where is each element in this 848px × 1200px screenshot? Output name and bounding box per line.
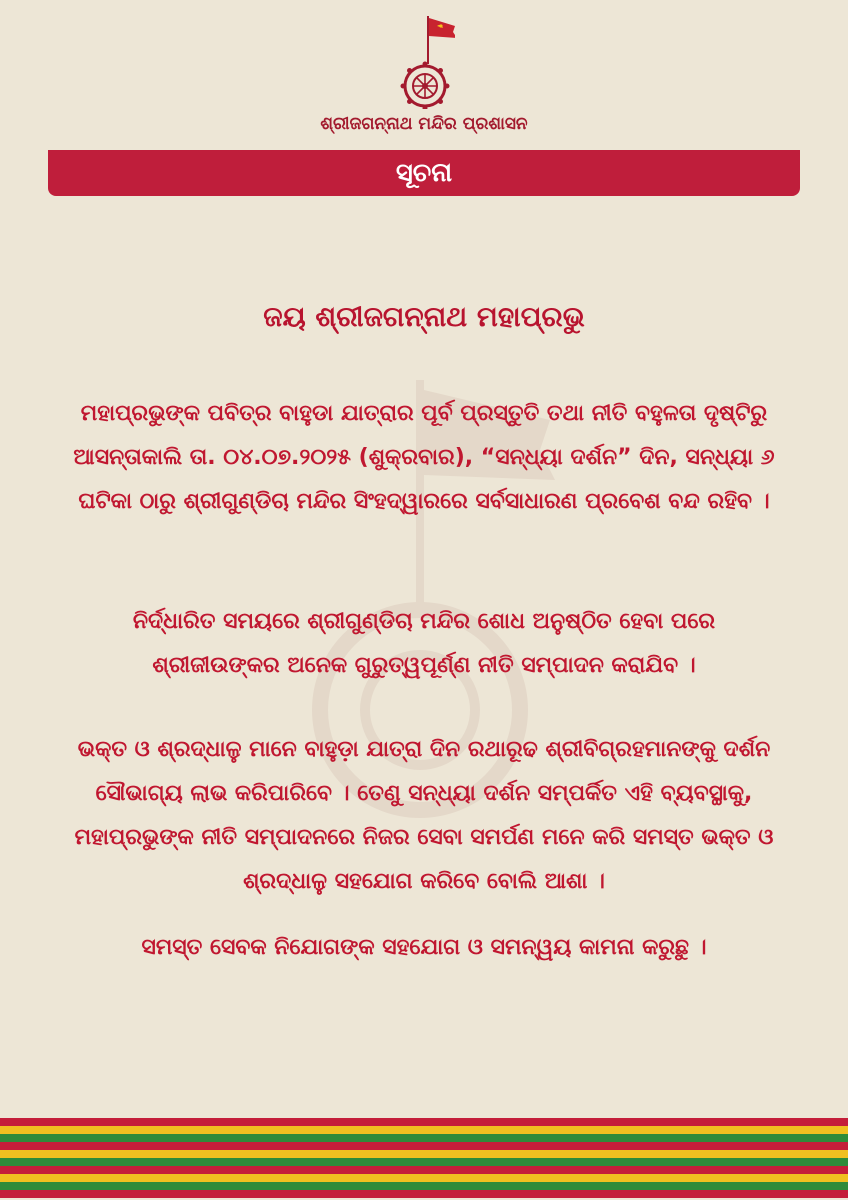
notice-banner — [48, 150, 800, 196]
banner-title: ସୂଚନା — [395, 157, 453, 188]
organization-name: ଶ୍ରୀଜଗନ୍ନାଥ ମନ୍ଦିର ପ୍ରଶାସନ — [320, 114, 528, 134]
footer-stripe — [0, 1126, 848, 1134]
notice-paragraph-1: ମହାପ୍ରଭୁଙ୍କ ପବିତ୍ର ବାହୁଡା ଯାତ୍ରାର ପୂର୍ବ ପ୍ରସ୍ତୁତି ତଥା ନୀତି ବହୁଳତା ଦୃଷ୍ଟିରୁ ଆସନ୍ତାକାଲି ତା. ୦୪.୦୭.୨୦୨୫ (ଶୁକ୍ରବାର), “ସନ୍ଧ୍ୟା ଦର୍ଶନ” ଦିନ, ସନ୍ଧ୍ୟା ୬ ଘଟିକା ଠାରୁ ଶ୍ରୀଗୁଣ୍ଡିଚା ମନ୍ଦିର ସିଂହଦ୍ୱାରରେ ସର୍ବସାଧାରଣ ପ୍ରବେଶ ବନ୍ଦ ରହିବ । — [73, 401, 775, 514]
notice-paragraph-3: ଭକ୍ତ ଓ ଶ୍ରଦ୍ଧାଳୁ ମାନେ ବାହୁଡ଼ା ଯାତ୍ରା ଦିନ ରଥାରୂଢ ଶ୍ରୀବିଗ୍ରହମାନଙ୍କୁ ଦର୍ଶନ ସୌଭାଗ୍ୟ ଲାଭ କରିପାରିବେ । ତେଣୁ ସନ୍ଧ୍ୟା ଦର୍ଶନ ସମ୍ପର୍କିତ ଏହି ବ୍ୟବସ୍ଥାକୁ, ମହାପ୍ରଭୁଙ୍କ ନୀତି ସମ୍ପାଦନରେ ନିଜର ସେବା ସମର୍ପଣ ମନେ କରି ସମସ୍ତ ଭକ୍ତ ଓ ଶ୍ରଦ୍ଧାଳୁ ସହଯୋଗ କରିବେ ବୋଲି ଆଶା । — [74, 737, 774, 894]
footer-stripe — [0, 1158, 848, 1166]
footer-stripe — [0, 1134, 848, 1142]
temple-emblem-icon — [395, 14, 455, 109]
footer-stripes — [0, 1118, 848, 1200]
footer-stripe — [0, 1174, 848, 1182]
footer-stripe — [0, 1142, 848, 1150]
flag-icon — [429, 18, 455, 38]
footer-stripe — [0, 1118, 848, 1126]
chakra-emblem-icon — [401, 62, 450, 110]
footer-stripe — [0, 1190, 848, 1198]
notice-paragraph-2: ନିର୍ଦ୍ଧାରିତ ସମୟରେ ଶ୍ରୀଗୁଣ୍ଡିଚା ମନ୍ଦିର ଶୋଧ ଅନୁଷ୍ଠିତ ହେବା ପରେ ଶ୍ରୀଜୀଉଙ୍କର ଅନେକ ଗୁରୁତ୍ୱପୂର୍ଣ୍ଣ ନୀତି ସମ୍ପାଦନ କରାଯିବ । — [132, 609, 716, 678]
notice-title: ଜୟ ଶ୍ରୀଜଗନ୍ନାଥ ମହାପ୍ରଭୁ — [263, 300, 585, 333]
footer-stripe — [0, 1182, 848, 1190]
notice-paragraph-4: ସମସ୍ତ ସେବକ ନିଯୋଗଙ୍କ ସହଯୋଗ ଓ ସମନ୍ୱୟ କାମନା କରୁଛୁ । — [141, 935, 707, 960]
footer-stripe — [0, 1166, 848, 1174]
footer-stripe — [0, 1150, 848, 1158]
